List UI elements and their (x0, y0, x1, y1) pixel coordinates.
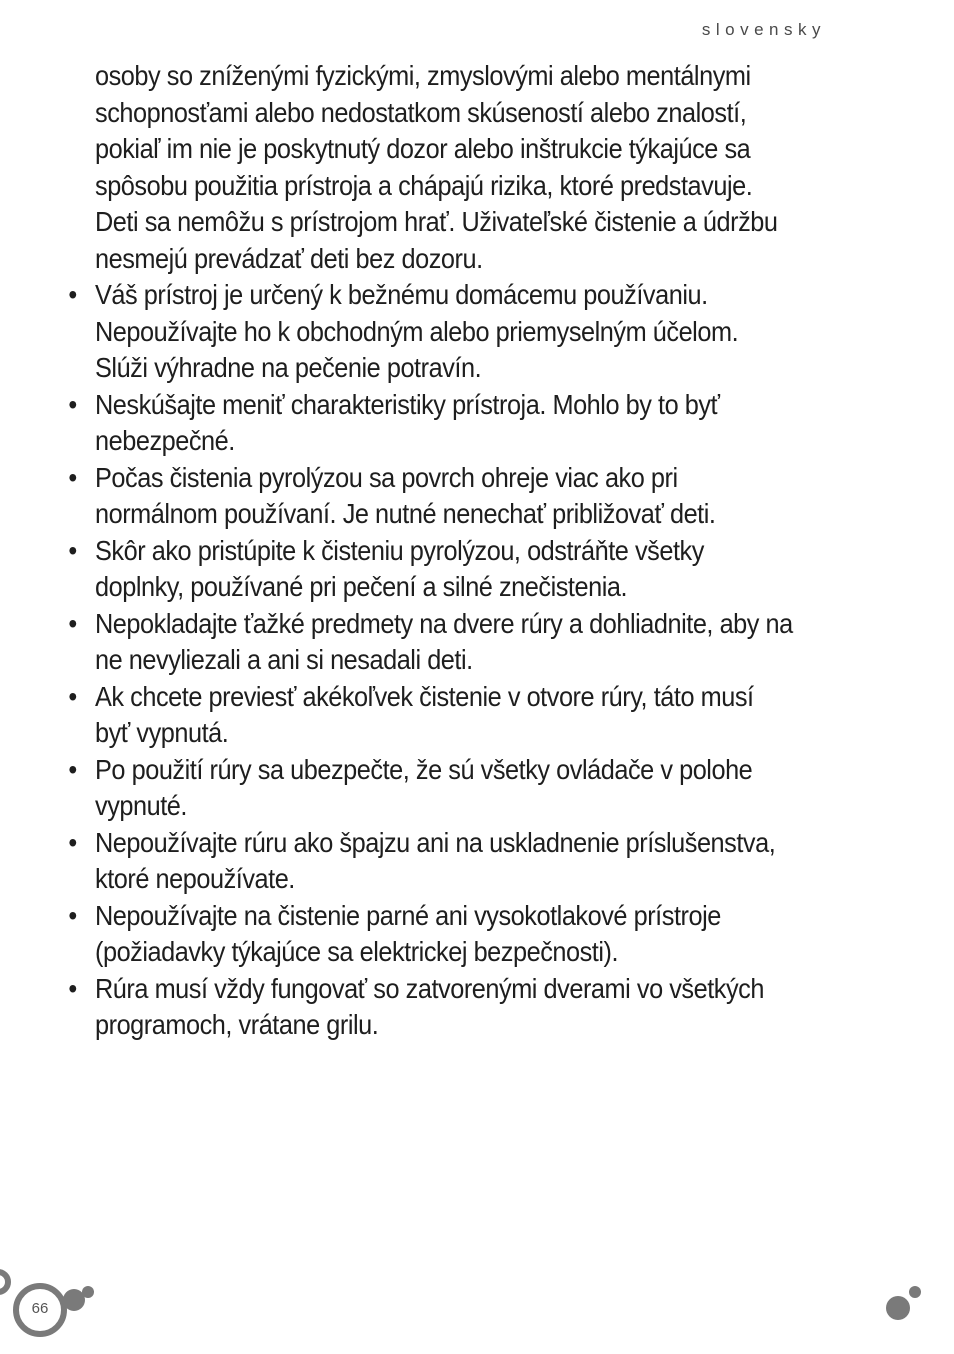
dot-icon (886, 1296, 910, 1320)
intro-paragraph: osoby so zníženými fyzickými, zmyslovými alebo mentálnymi schopnosťami alebo nedostatkom skúseností alebo znalostí, pokiaľ im nie je poskytnutý dozor alebo inštrukcie týkajúce sa spôsobu použitia prístroja a chápajú rizika, ktoré predstavuje. Deti sa nemôžu s prístrojom hrať. Uživateľské čistenie a údržbu nesmejú prevádzať deti bez dozoru. (95, 60, 778, 274)
bullet-marker: • (68, 899, 77, 931)
footer-right-decoration (878, 1282, 928, 1322)
list-item (68, 825, 794, 898)
list-item (68, 606, 794, 679)
list-item (68, 679, 794, 752)
list-item-text: Skôr ako pristúpite k čisteniu pyrolýzou, odstráňte všetky doplnky, používané pri pečení a silné znečistenia. (95, 534, 704, 602)
list-item-text: Váš prístroj je určený k bežnému domácemu používaniu. Nepoužívajte ho k obchodným alebo priemyselným účelom. Slúži výhradne na pečenie potravín. (95, 279, 739, 383)
list-item (68, 387, 794, 460)
dot-icon (63, 1289, 85, 1311)
page-content (68, 58, 794, 1044)
list-item-text: Nepoužívajte na čistenie parné ani vysokotlakové prístroje (požiadavky týkajúce sa elektrickej bezpečnosti). (95, 899, 721, 967)
list-item-text: Neskúšajte meniť charakteristiky prístroja. Mohlo by to byť nebezpečné. (95, 388, 720, 456)
list-item-text: Nepoužívajte rúru ako špajzu ani na uskladnenie príslušenstva, ktoré nepoužívate. (95, 826, 776, 894)
safety-bullet-list (68, 277, 794, 1044)
bullet-marker: • (68, 607, 77, 639)
bullet-marker: • (68, 388, 77, 420)
list-item (68, 277, 794, 387)
list-item-text: Rúra musí vždy fungovať so zatvorenými dverami vo všetkých programoch, vrátane grilu. (95, 972, 764, 1040)
bullet-marker: • (68, 972, 77, 1004)
list-item (68, 898, 794, 971)
partial-ring-icon (0, 1272, 8, 1292)
list-item (68, 533, 794, 606)
list-item-text: Nepokladajte ťažké predmety na dvere rúry a dohliadnite, aby na ne nevyliezali a ani si nesadali deti. (95, 607, 793, 675)
bullet-marker: • (68, 461, 77, 493)
footer-circles-decoration (0, 1262, 120, 1354)
list-item-text: Počas čistenia pyrolýzou sa povrch ohreje viac ako pri normálnom používaní. Je nutné nenechať približovať deti. (95, 461, 716, 529)
bullet-marker: • (68, 680, 77, 712)
list-item (68, 971, 794, 1044)
small-dot-icon (909, 1286, 921, 1298)
bullet-marker: • (68, 753, 77, 785)
bullet-marker: • (68, 279, 77, 310)
bullet-marker: • (68, 826, 77, 858)
small-dot-icon (82, 1286, 94, 1298)
page-number: 66 (31, 1300, 49, 1317)
list-item (68, 752, 794, 825)
list-item-text: Ak chcete previesť akékoľvek čistenie v otvore rúry, táto musí byť vypnutá. (95, 680, 754, 748)
list-item (68, 460, 794, 533)
list-item-text: Po použití rúry sa ubezpečte, že sú všetky ovládače v polohe vypnuté. (95, 753, 753, 821)
bullet-marker: • (68, 534, 77, 566)
language-label: slovensky (701, 20, 826, 39)
